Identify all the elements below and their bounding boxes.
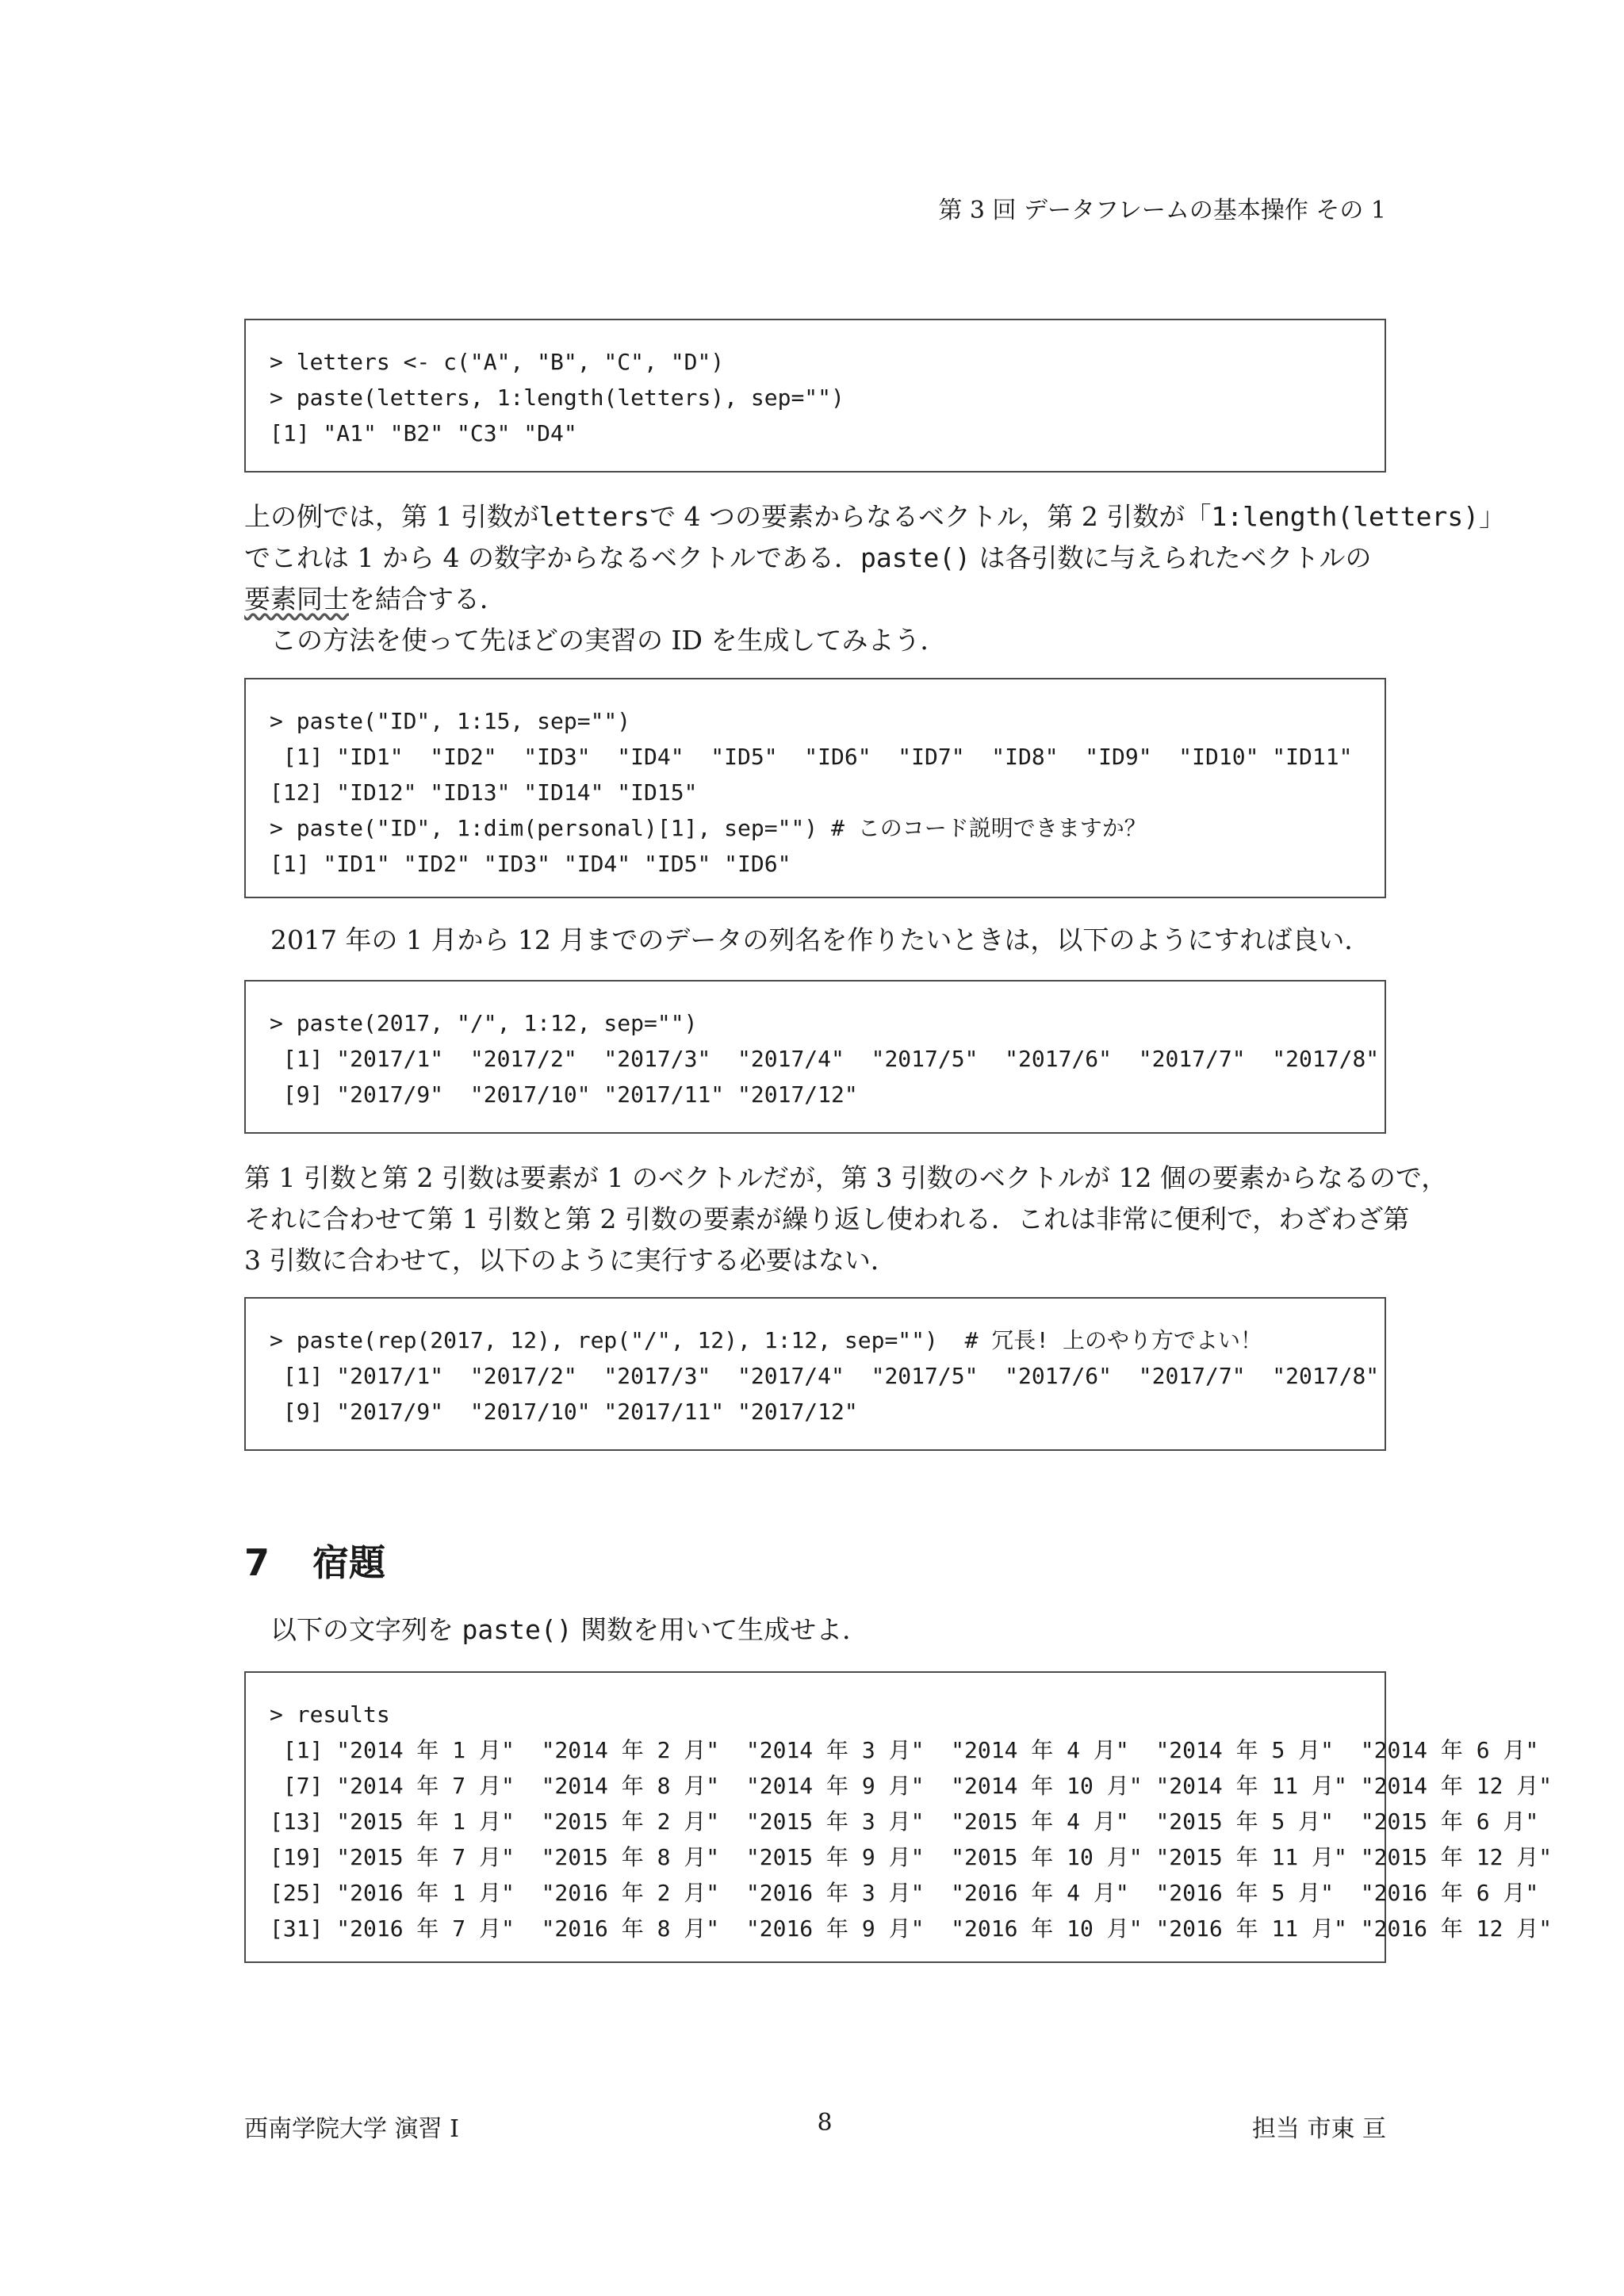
text: 2017 年の 1 月から 12 月までのデータの列名を作りたいときは，以下のようにすれば良い． (270, 924, 1371, 955)
paragraph-recycling (244, 1158, 1448, 1281)
code-line: [1] "ID1" "ID2" "ID3" "ID4" "ID5" "ID6" (270, 851, 791, 877)
code-line: [31] "2016 年 7 月" "2016 年 8 月" "2016 年 9 月" "2016 年 10 月" "2016 年 11 月" "2016 年 12 月" (270, 1915, 1553, 1942)
paragraph-column-names (244, 920, 1386, 961)
inline-code: letters (538, 501, 650, 532)
text: この方法を使って先ほどの実習の ID を生成してみよう． (270, 625, 947, 656)
text: 第 1 引数と第 2 引数は要素が 1 のベクトルだが，第 3 引数のベクトルが 12 個の要素からなるので， (244, 1162, 1448, 1193)
code-line: > paste(letters, 1:length(letters), sep="") (270, 385, 845, 411)
code-line: > results (270, 1701, 390, 1728)
code-line: [7] "2014 年 7 月" "2014 年 8 月" "2014 年 9 月" "2014 年 10 月" "2014 年 11 月" "2014 年 12 月" (270, 1773, 1553, 1799)
code-line: [13] "2015 年 1 月" "2015 年 2 月" "2015 年 3 月" "2015 年 4 月" "2015 年 5 月" "2015 年 6 月" (270, 1808, 1539, 1835)
section-title: 宿題 (312, 1541, 385, 1584)
code-line: > paste(rep(2017, 12), rep("/", 12), 1:12, sep="") # 冗長! 上のやり方でよい！ (270, 1327, 1263, 1353)
text: 」 (1479, 501, 1506, 532)
code-block-rep (244, 1297, 1386, 1451)
section-number: 7 (244, 1541, 270, 1584)
paragraph-paste-explanation (244, 496, 1506, 661)
code-line: [9] "2017/9" "2017/10" "2017/11" "2017/12" (270, 1081, 858, 1108)
code-line: [25] "2016 年 1 月" "2016 年 2 月" "2016 年 3 月" "2016 年 4 月" "2016 年 5 月" "2016 年 6 月" (270, 1880, 1539, 1906)
inline-code: paste() (860, 542, 971, 573)
code-line: > letters <- c("A", "B", "C", "D") (270, 349, 725, 375)
code-block-letters (244, 319, 1386, 473)
code-line: [1] "2017/1" "2017/2" "2017/3" "2017/4" "2017/5" "2017/6" "2017/7" "2017/8" (270, 1046, 1380, 1072)
code-line: [19] "2015 年 7 月" "2015 年 8 月" "2015 年 9 月" "2015 年 10 月" "2015 年 11 月" "2015 年 12 月" (270, 1844, 1553, 1870)
text: それに合わせて第 1 引数と第 2 引数の要素が繰り返し使われる．これは非常に便利で，わざわざ第 (244, 1203, 1410, 1234)
text: 以下の文字列を (270, 1614, 462, 1645)
text: 関数を用いて生成せよ． (572, 1614, 869, 1645)
text: を結合する． (349, 584, 506, 614)
text: 上の例では，第 1 引数が (244, 501, 539, 532)
code-line: > paste(2017, "/", 1:12, sep="") (270, 1010, 698, 1036)
running-title: 第 3 回 データフレームの基本操作 その 1 (938, 197, 1386, 224)
inline-code: paste() (462, 1614, 573, 1645)
code-line: [1] "ID1" "ID2" "ID3" "ID4" "ID5" "ID6" "ID7" "ID8" "ID9" "ID10" "ID11" (270, 744, 1353, 770)
text: でこれは 1 から 4 の数字からなるベクトルである． (244, 542, 860, 573)
inline-code: 1:length(letters) (1211, 501, 1480, 532)
text: で 4 つの要素からなるベクトル，第 2 引数が「 (649, 501, 1212, 532)
code-line: > paste("ID", 1:dim(personal)[1], sep="") # このコード説明できますか？ (270, 815, 1147, 841)
section-heading (244, 1534, 385, 1586)
code-line: > paste("ID", 1:15, sep="") (270, 708, 631, 734)
code-block-dates (244, 980, 1386, 1134)
code-line: [12] "ID12" "ID13" "ID14" "ID15" (270, 779, 698, 806)
text: は各引数に与えられたベクトルの (971, 542, 1372, 573)
footer-left: 西南学院大学 演習 I (244, 2115, 459, 2143)
text: 3 引数に合わせて，以下のように実行する必要はない． (244, 1245, 897, 1276)
wavy-underlined-text: 要素同士 (244, 584, 349, 614)
code-block-results (244, 1671, 1553, 1963)
code-block-id (244, 678, 1386, 898)
page-number: 8 (817, 2109, 833, 2137)
footer-right: 担当 市東 亘 (1251, 2115, 1386, 2143)
paragraph-homework (244, 1609, 1386, 1651)
code-line: [9] "2017/9" "2017/10" "2017/11" "2017/12" (270, 1399, 858, 1425)
code-line: [1] "A1" "B2" "C3" "D4" (270, 420, 577, 446)
code-line: [1] "2014 年 1 月" "2014 年 2 月" "2014 年 3 月" "2014 年 4 月" "2014 年 5 月" "2014 年 6 月" (270, 1737, 1539, 1763)
code-line: [1] "2017/1" "2017/2" "2017/3" "2017/4" "2017/5" "2017/6" "2017/7" "2017/8" (270, 1363, 1380, 1389)
